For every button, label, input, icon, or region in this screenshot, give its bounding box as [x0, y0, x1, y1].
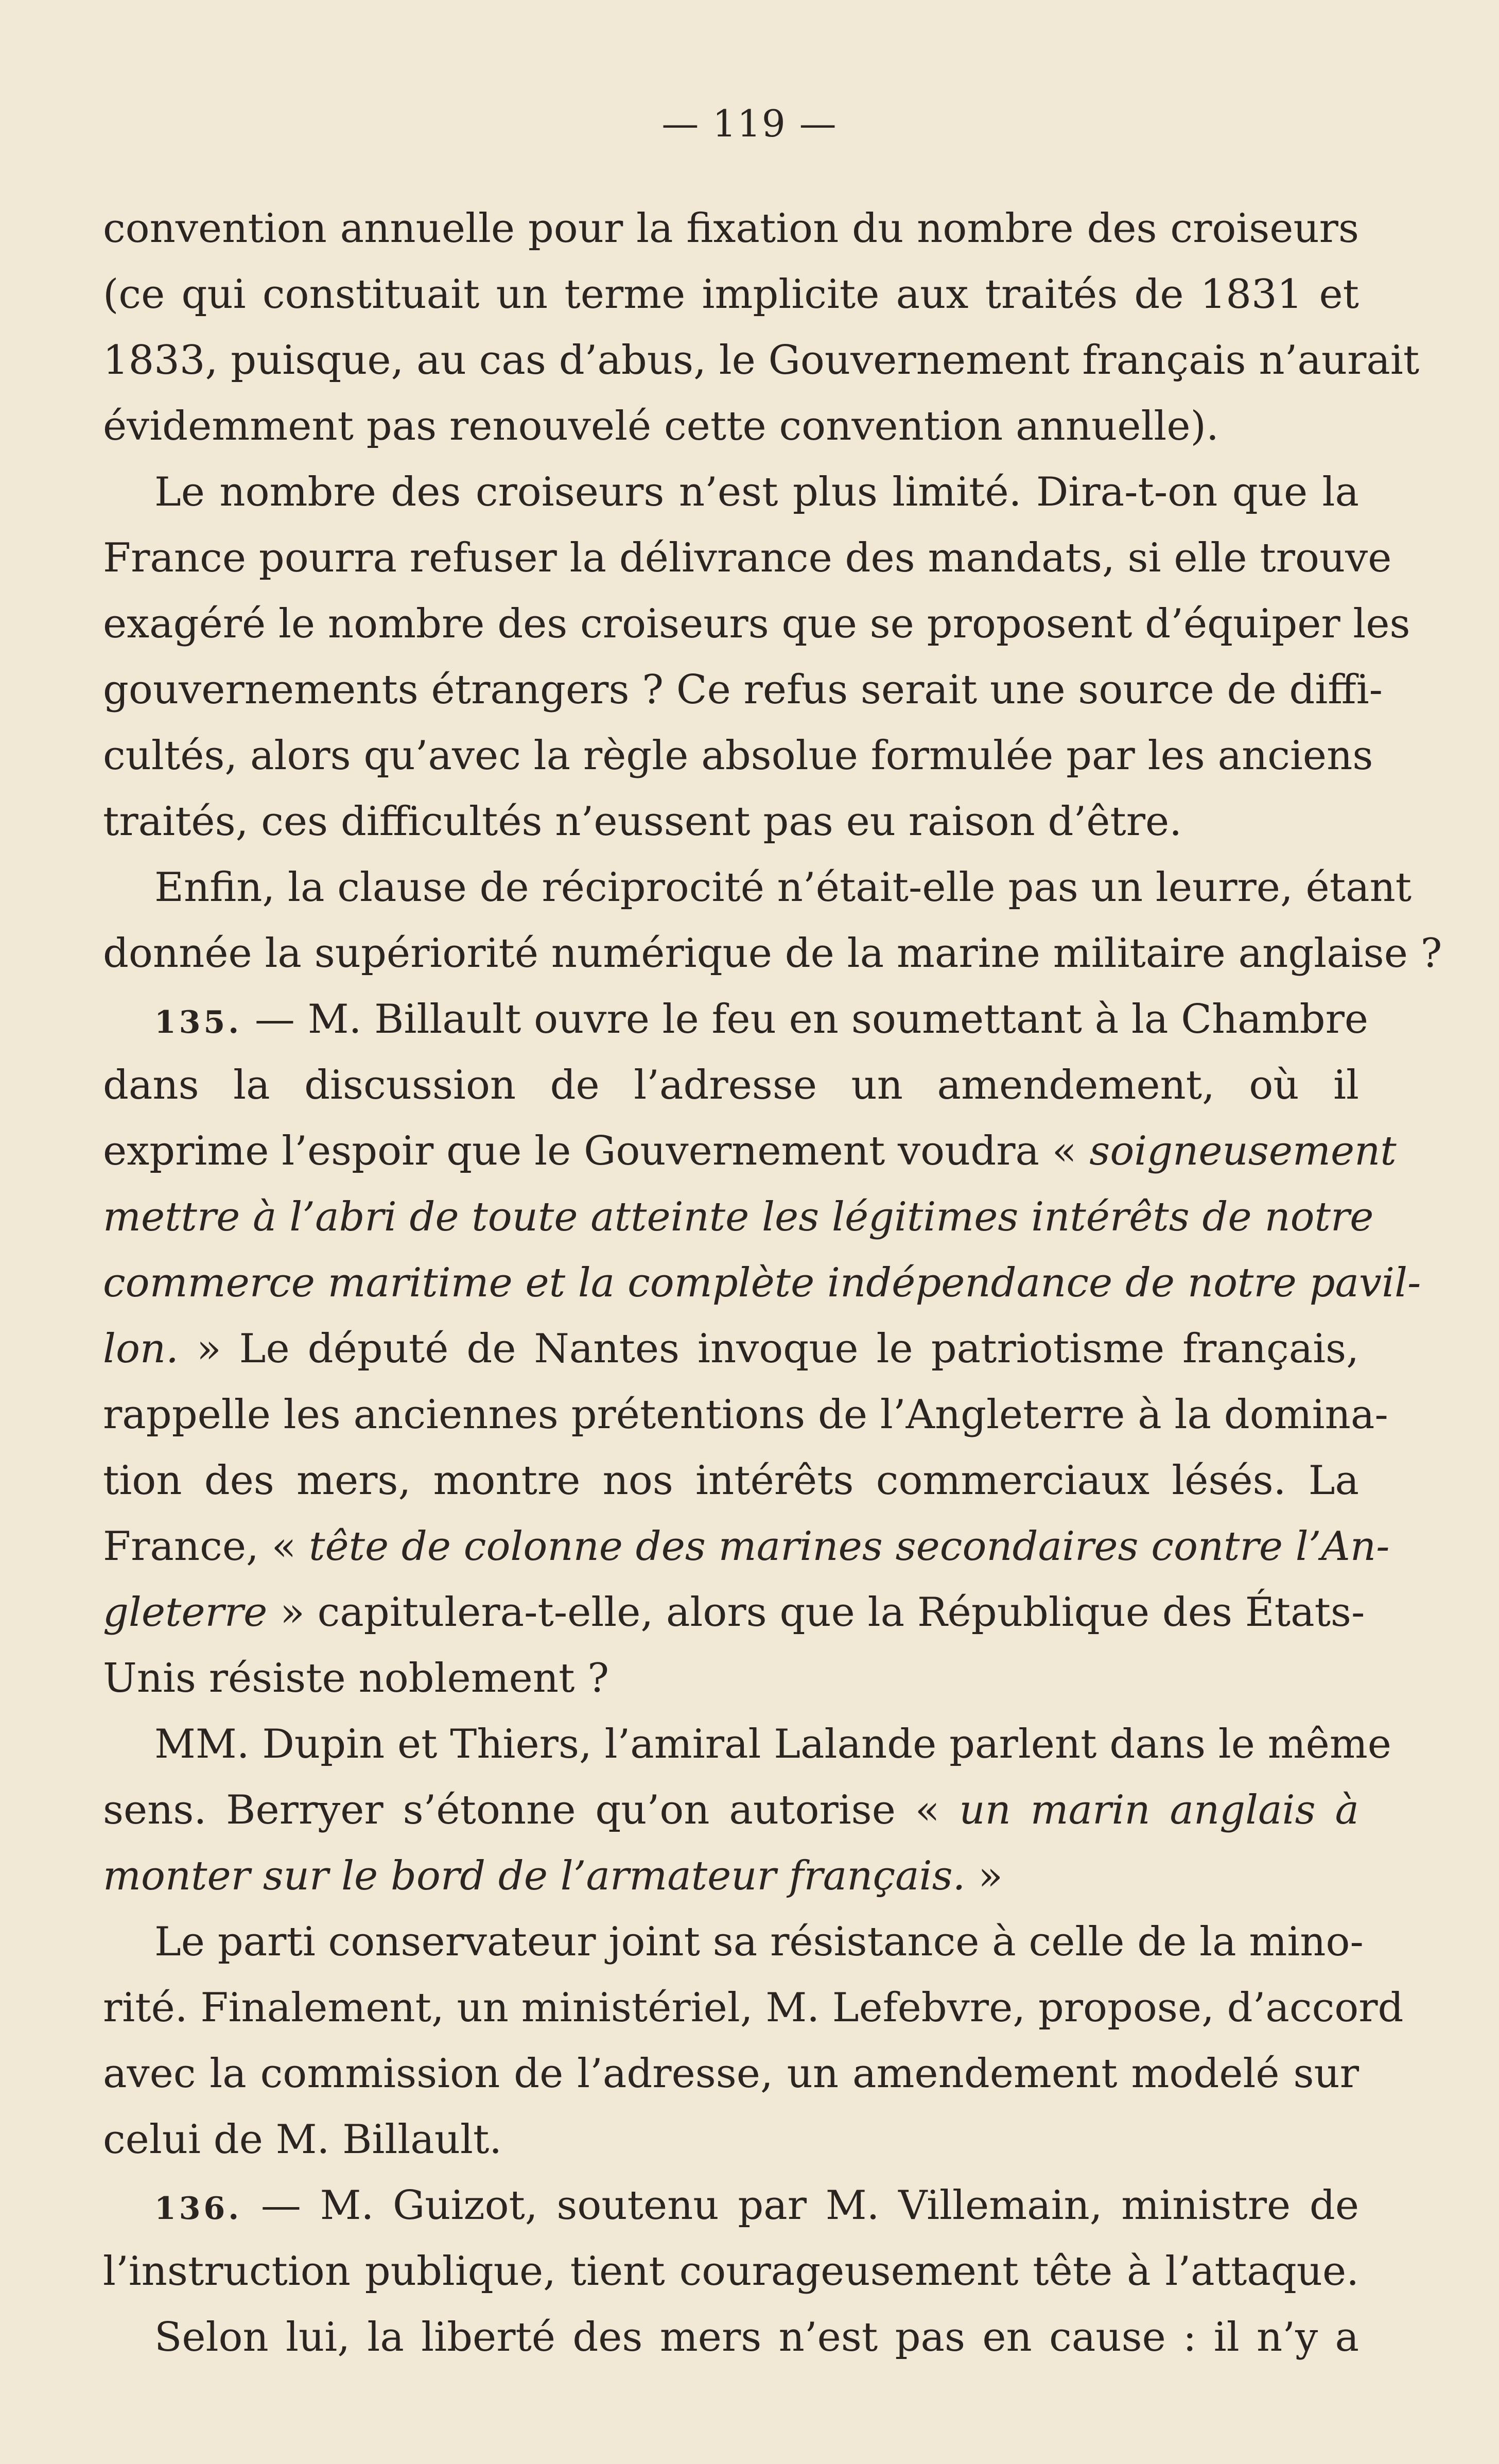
text-line [103, 1316, 1359, 1382]
page-number: — 119 — [661, 102, 838, 145]
text-fragment: sens. Berryer s’étonne qu’on autorise « [103, 1787, 960, 1833]
italic-fragment: soigneusement [1089, 1128, 1397, 1174]
text-line [103, 1118, 1397, 1184]
text-line: Unis résiste noblement ? [103, 1655, 609, 1702]
text-line: gouvernements étrangers ? Ce refus serait une source de diffi- [103, 667, 1383, 713]
text-line: évidemment pas renouvelé cette convention annuelle). [103, 403, 1219, 449]
page-body [103, 196, 1442, 2370]
text-line: rappelle les anciennes prétentions de l’Angleterre à la domina- [103, 1392, 1388, 1438]
italic-fragment: monter sur le bord de l’armateur français. [103, 1853, 966, 1899]
italic-fragment: lon. [103, 1326, 179, 1372]
text-line: (ce qui constituait un terme implicite aux traités de 1831 et [103, 271, 1359, 318]
text-line: dans la discussion de l’adresse un amendement, où il [103, 1062, 1359, 1108]
text-fragment: — M. Billault ouvre le feu en soumettant à la Chambre [242, 996, 1369, 1043]
italic-fragment: tête de colonne des marines secondaires contre l’An- [309, 1523, 1390, 1570]
text-line: Le nombre des croiseurs n’est plus limité. Dira-t-on que la [154, 469, 1359, 515]
text-line: avec la commission de l’adresse, un amendement modelé sur [103, 2051, 1359, 2097]
text-line [103, 1514, 1390, 1580]
text-fragment: » [965, 1853, 1003, 1899]
text-line: traités, ces difficultés n’eussent pas eu raison d’être. [103, 799, 1182, 845]
text-line: Selon lui, la liberté des mers n’est pas en cause : il n’y a [154, 2314, 1359, 2361]
italic-fragment: gleterre [103, 1589, 268, 1636]
text-line [103, 1843, 1359, 1909]
text-fragment: » capitulera-t-elle, alors que la République des États- [267, 1589, 1365, 1636]
text-line: Enfin, la clause de réciprocité n’était-elle pas un leurre, étant [154, 864, 1412, 911]
text-line: l’instruction publique, tient courageusement tête à l’attaque. [103, 2248, 1359, 2295]
text-fragment: France, « [103, 1523, 309, 1570]
text-line: France pourra refuser la délivrance des mandats, si elle trouve [103, 535, 1392, 581]
text-line: celui de M. Billault. [103, 2116, 502, 2163]
text-fragment: — M. Guizot, soutenu par M. Villemain, ministre de [242, 2182, 1359, 2229]
text-line: rité. Finalement, un ministériel, M. Lefebvre, propose, d’accord [103, 1985, 1404, 2031]
text-line: tion des mers, montre nos intérêts commerciaux lésés. La [103, 1457, 1359, 1504]
section-number: 135. [154, 1004, 242, 1040]
text-line: convention annuelle pour la fixation du nombre des croiseurs [103, 205, 1359, 252]
italic-fragment: un marin anglais à [959, 1787, 1359, 1833]
section-135-first-line [103, 986, 1369, 1052]
text-line: donnée la supériorité numérique de la marine militaire anglaise ? [103, 930, 1442, 977]
text-fragment: » Le député de Nantes invoque le patriotisme français, [178, 1326, 1359, 1372]
text-line [103, 1580, 1365, 1645]
text-line: exagéré le nombre des croiseurs que se proposent d’équiper les [103, 601, 1410, 647]
italic-line: commerce maritime et la complète indépendance de notre pavil- [103, 1260, 1421, 1306]
section-number: 136. [154, 2191, 242, 2227]
text-line: Le parti conservateur joint sa résistance à celle de la mino- [154, 1919, 1364, 1965]
text-line: MM. Dupin et Thiers, l’amiral Lalande parlent dans le même [154, 1721, 1391, 1767]
text-line: 1833, puisque, au cas d’abus, le Gouvernement français n’aurait [103, 337, 1420, 384]
text-line [103, 1777, 1359, 1843]
section-136-first-line [103, 2173, 1359, 2239]
italic-line: mettre à l’abri de toute atteinte les légitimes intérêts de notre [103, 1194, 1374, 1240]
text-fragment: exprime l’espoir que le Gouvernement voudra « [103, 1128, 1090, 1174]
text-line: cultés, alors qu’avec la règle absolue formulée par les anciens [103, 733, 1373, 779]
